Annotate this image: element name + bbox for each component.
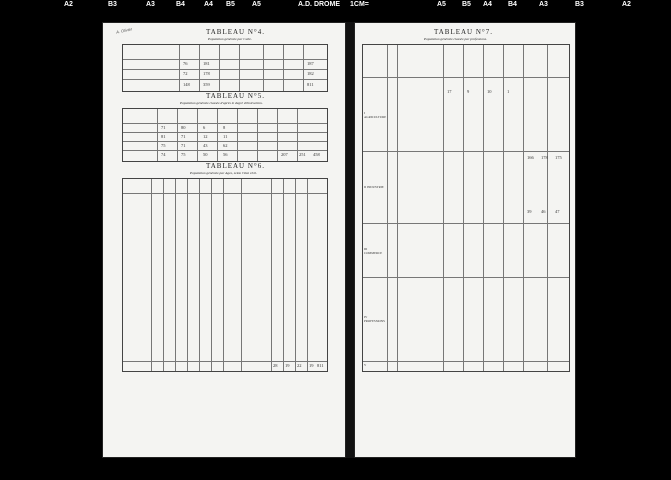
tableau6-table (122, 178, 328, 372)
section-label: IV PROFESSIONS (364, 315, 385, 323)
t5-cell: 12 (203, 134, 208, 139)
t6-total: 811 (317, 363, 324, 368)
t6-total: 28 (273, 363, 278, 368)
marker-b3-left: B3 (108, 1, 117, 8)
marker-a2-left: A2 (64, 1, 73, 8)
tableau7-title: TABLEAU N°7. (434, 28, 493, 36)
marker-b3-right: B3 (575, 1, 584, 8)
right-page (354, 22, 576, 458)
t5-cell: 71 (181, 134, 186, 139)
t7-cell: 166 (527, 155, 534, 160)
t4-total: 182 (307, 71, 314, 76)
tableau5-subtitle: Population générale classée d'après le degré d'Instruction. (180, 101, 263, 105)
t7-cell: 1 (507, 89, 510, 94)
tableau6-subtitle: Population générale par Ages, selon l'état civil. (190, 171, 257, 175)
t4-cell: 178 (203, 71, 210, 76)
t5-cell: 50 (203, 152, 208, 157)
archive-label: A.D. DROME (298, 1, 340, 8)
t6-total: 19 (309, 363, 314, 368)
t5-cell: 6 (203, 125, 206, 130)
t5-cell: 71 (181, 143, 186, 148)
scale-label: 1CM= (350, 1, 369, 8)
marker-a4-left: A4 (204, 1, 213, 8)
t5-cell: 62 (223, 143, 228, 148)
t5-cell: 81 (161, 134, 166, 139)
t7-cell: 9 (467, 89, 470, 94)
marker-b4-right: B4 (508, 1, 517, 8)
t5-cell: 11 (223, 134, 228, 139)
tableau7-table (362, 44, 570, 372)
t5-total: 251 (299, 152, 306, 157)
t7-cell: 17 (447, 89, 452, 94)
handwritten-note: A. Olivier (115, 26, 133, 35)
tableau6-title: TABLEAU N°6. (206, 162, 265, 170)
marker-a3-left: A3 (146, 1, 155, 8)
tableau4-table (122, 44, 328, 92)
marker-a5-right: A5 (437, 1, 446, 8)
marker-b5-right: B5 (462, 1, 471, 8)
marker-b5-left: B5 (226, 1, 235, 8)
microfilm-strip (0, 0, 671, 14)
tableau4-subtitle: Population générale par Culte. (208, 37, 252, 41)
t7-cell: 39 (527, 209, 532, 214)
t5-cell: 75 (181, 152, 186, 157)
t4-total: 187 (307, 61, 314, 66)
t5-cell: 80 (181, 125, 186, 130)
t5-cell: 71 (161, 125, 166, 130)
tableau4-title: TABLEAU N°4. (206, 28, 265, 36)
t5-cell: 43 (203, 143, 208, 148)
marker-a5-left: A5 (252, 1, 261, 8)
t6-total: 19 (285, 363, 290, 368)
section-label: II INDUSTRIE (364, 185, 384, 189)
t4-total: 811 (307, 82, 314, 87)
left-page (102, 22, 346, 458)
t4-cell: 76 (183, 61, 188, 66)
t7-cell: 178 (541, 155, 548, 160)
t4-cell: 359 (203, 82, 210, 87)
section-label: III COMMERCE (364, 247, 383, 255)
t5-total: 207 (281, 152, 288, 157)
book-spine (346, 22, 354, 458)
t6-total: 22 (297, 363, 302, 368)
t7-cell: 10 (487, 89, 492, 94)
t5-cell: 75 (161, 143, 166, 148)
t7-cell: 46 (541, 209, 546, 214)
t4-cell: 72 (183, 71, 188, 76)
marker-a2-right: A2 (622, 1, 631, 8)
t5-cell: 8 (223, 125, 226, 130)
tableau7-subtitle: Population générale classée par professions. (424, 37, 487, 41)
marker-a3-right: A3 (539, 1, 548, 8)
section-label: I AGRICULTURE (364, 111, 387, 119)
marker-b4-left: B4 (176, 1, 185, 8)
t5-cell: 74 (161, 152, 166, 157)
t4-cell: 181 (203, 61, 210, 66)
t4-cell: 148 (183, 82, 190, 87)
tableau5-table (122, 108, 328, 162)
marker-a4-right: A4 (483, 1, 492, 8)
t5-cell: 56 (223, 152, 228, 157)
t7-cell: 47 (555, 209, 560, 214)
section-label: V (364, 363, 367, 367)
tableau5-title: TABLEAU N°5. (206, 92, 265, 100)
t7-cell: 175 (555, 155, 562, 160)
t5-total: 458 (313, 152, 320, 157)
